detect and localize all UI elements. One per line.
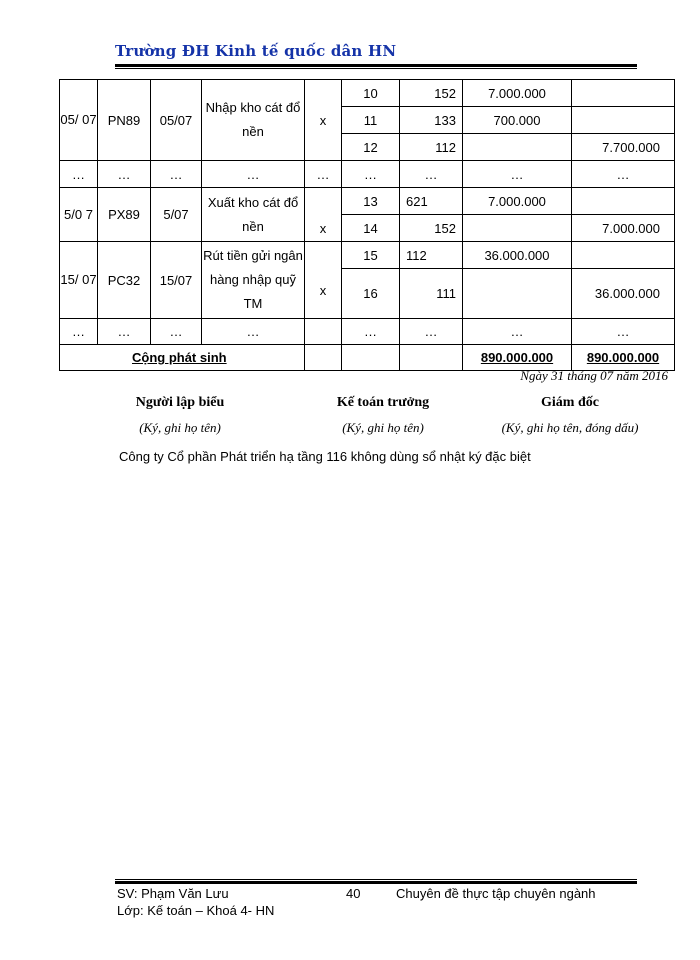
cell-description: Nhập kho cát đổ nền	[202, 80, 305, 161]
footer-class: Lớp: Kế toán – Khoá 4- HN	[117, 903, 275, 918]
ellipsis: …	[98, 319, 151, 345]
cell-row-no: 16	[342, 269, 400, 319]
signature-note-director: (Ký, ghi họ tên, đóng dấu)	[501, 420, 639, 435]
cell-voucher-no: PN89	[98, 80, 151, 161]
cell-date: 5/0 7	[60, 188, 98, 242]
empty-cell	[342, 345, 400, 371]
cell-row-no: 14	[342, 215, 400, 242]
ellipsis: …	[572, 319, 675, 345]
cell-row-no: 11	[342, 107, 400, 134]
empty-cell	[305, 319, 342, 345]
cell-mark: x	[305, 188, 342, 242]
empty-cell	[305, 345, 342, 371]
page-header-school: Trường ĐH Kinh tế quốc dân HN	[115, 42, 397, 60]
cell-voucher-no: PX89	[98, 188, 151, 242]
cell-debit: 700.000	[463, 107, 572, 134]
ellipsis: …	[98, 161, 151, 188]
cell-debit: 7.000.000	[463, 188, 572, 215]
cell-row-no: 15	[342, 242, 400, 269]
ellipsis: …	[400, 319, 463, 345]
company-note: Công ty Cổ phần Phát triển hạ tầng 116 không dùng sổ nhật ký đặc biệt	[119, 449, 531, 464]
cell-account: 111	[400, 269, 463, 319]
date-line: Ngày 31 tháng 07 năm 2016	[520, 368, 668, 383]
ellipsis: …	[151, 319, 202, 345]
cell-account: 152	[400, 215, 463, 242]
table-row-ellipsis	[60, 161, 675, 188]
cell-voucher-date: 15/07	[151, 242, 202, 319]
cell-voucher-date: 05/07	[151, 80, 202, 161]
cell-voucher-no: PC32	[98, 242, 151, 319]
signature-title-director: Giám đốc	[541, 395, 599, 410]
cell-account: 112	[400, 242, 463, 269]
cell-debit: 36.000.000	[463, 242, 572, 269]
ellipsis: …	[151, 161, 202, 188]
signature-note-chief-accountant: (Ký, ghi họ tên)	[342, 420, 424, 435]
cell-credit: 7.700.000	[572, 134, 675, 161]
cell-credit	[572, 107, 675, 134]
cell-credit	[572, 80, 675, 107]
cell-description: Xuất kho cát đổ nền	[202, 188, 305, 242]
cell-mark: x	[305, 242, 342, 319]
cell-credit	[572, 188, 675, 215]
footer-rule-thick	[115, 881, 637, 884]
ellipsis: …	[463, 319, 572, 345]
cell-description: Rút tiền gửi ngân hàng nhập quỹ TM	[202, 242, 305, 319]
cell-credit: 36.000.000	[572, 269, 675, 319]
ellipsis: …	[202, 319, 305, 345]
signature-title-preparer: Người lập biểu	[135, 395, 225, 410]
cell-account: 621	[400, 188, 463, 215]
ellipsis: …	[572, 161, 675, 188]
ellipsis: …	[60, 319, 98, 345]
cell-debit: 7.000.000	[463, 80, 572, 107]
cell-account: 133	[400, 107, 463, 134]
cell-date: 05/ 07	[60, 80, 98, 161]
total-debit: 890.000.000	[463, 345, 572, 371]
cell-row-no: 12	[342, 134, 400, 161]
cell-debit	[463, 215, 572, 242]
signature-note-preparer: (Ký, ghi họ tên)	[139, 420, 221, 435]
journal-table	[59, 79, 675, 371]
table-row	[60, 242, 675, 269]
cell-row-no: 10	[342, 80, 400, 107]
signature-title-chief-accountant: Kế toán trưởng	[336, 395, 430, 410]
table-row	[60, 80, 675, 107]
header-rule-thin	[115, 68, 637, 69]
ellipsis: …	[463, 161, 572, 188]
ellipsis: …	[305, 161, 342, 188]
cell-debit	[463, 134, 572, 161]
ellipsis: …	[400, 161, 463, 188]
cell-row-no: 13	[342, 188, 400, 215]
table-row-total	[60, 345, 675, 371]
empty-cell	[400, 345, 463, 371]
ellipsis: …	[60, 161, 98, 188]
table-row-ellipsis	[60, 319, 675, 345]
total-label: Cộng phát sinh	[60, 345, 305, 371]
footer-report-title: Chuyên đề thực tập chuyên ngành	[396, 886, 596, 901]
cell-credit: 7.000.000	[572, 215, 675, 242]
ellipsis: …	[342, 161, 400, 188]
total-credit: 890.000.000	[572, 345, 675, 371]
cell-mark: x	[305, 80, 342, 161]
header-rule-thick	[115, 64, 637, 67]
cell-debit	[463, 269, 572, 319]
cell-credit	[572, 242, 675, 269]
footer-student: SV: Phạm Văn Lưu	[117, 886, 229, 901]
cell-voucher-date: 5/07	[151, 188, 202, 242]
cell-date: 15/ 07	[60, 242, 98, 319]
ellipsis: …	[342, 319, 400, 345]
ellipsis: …	[202, 161, 305, 188]
table-row	[60, 188, 675, 215]
cell-account: 112	[400, 134, 463, 161]
footer-page-number: 40	[346, 886, 361, 901]
footer-rule-thin	[115, 879, 637, 880]
cell-account: 152	[400, 80, 463, 107]
